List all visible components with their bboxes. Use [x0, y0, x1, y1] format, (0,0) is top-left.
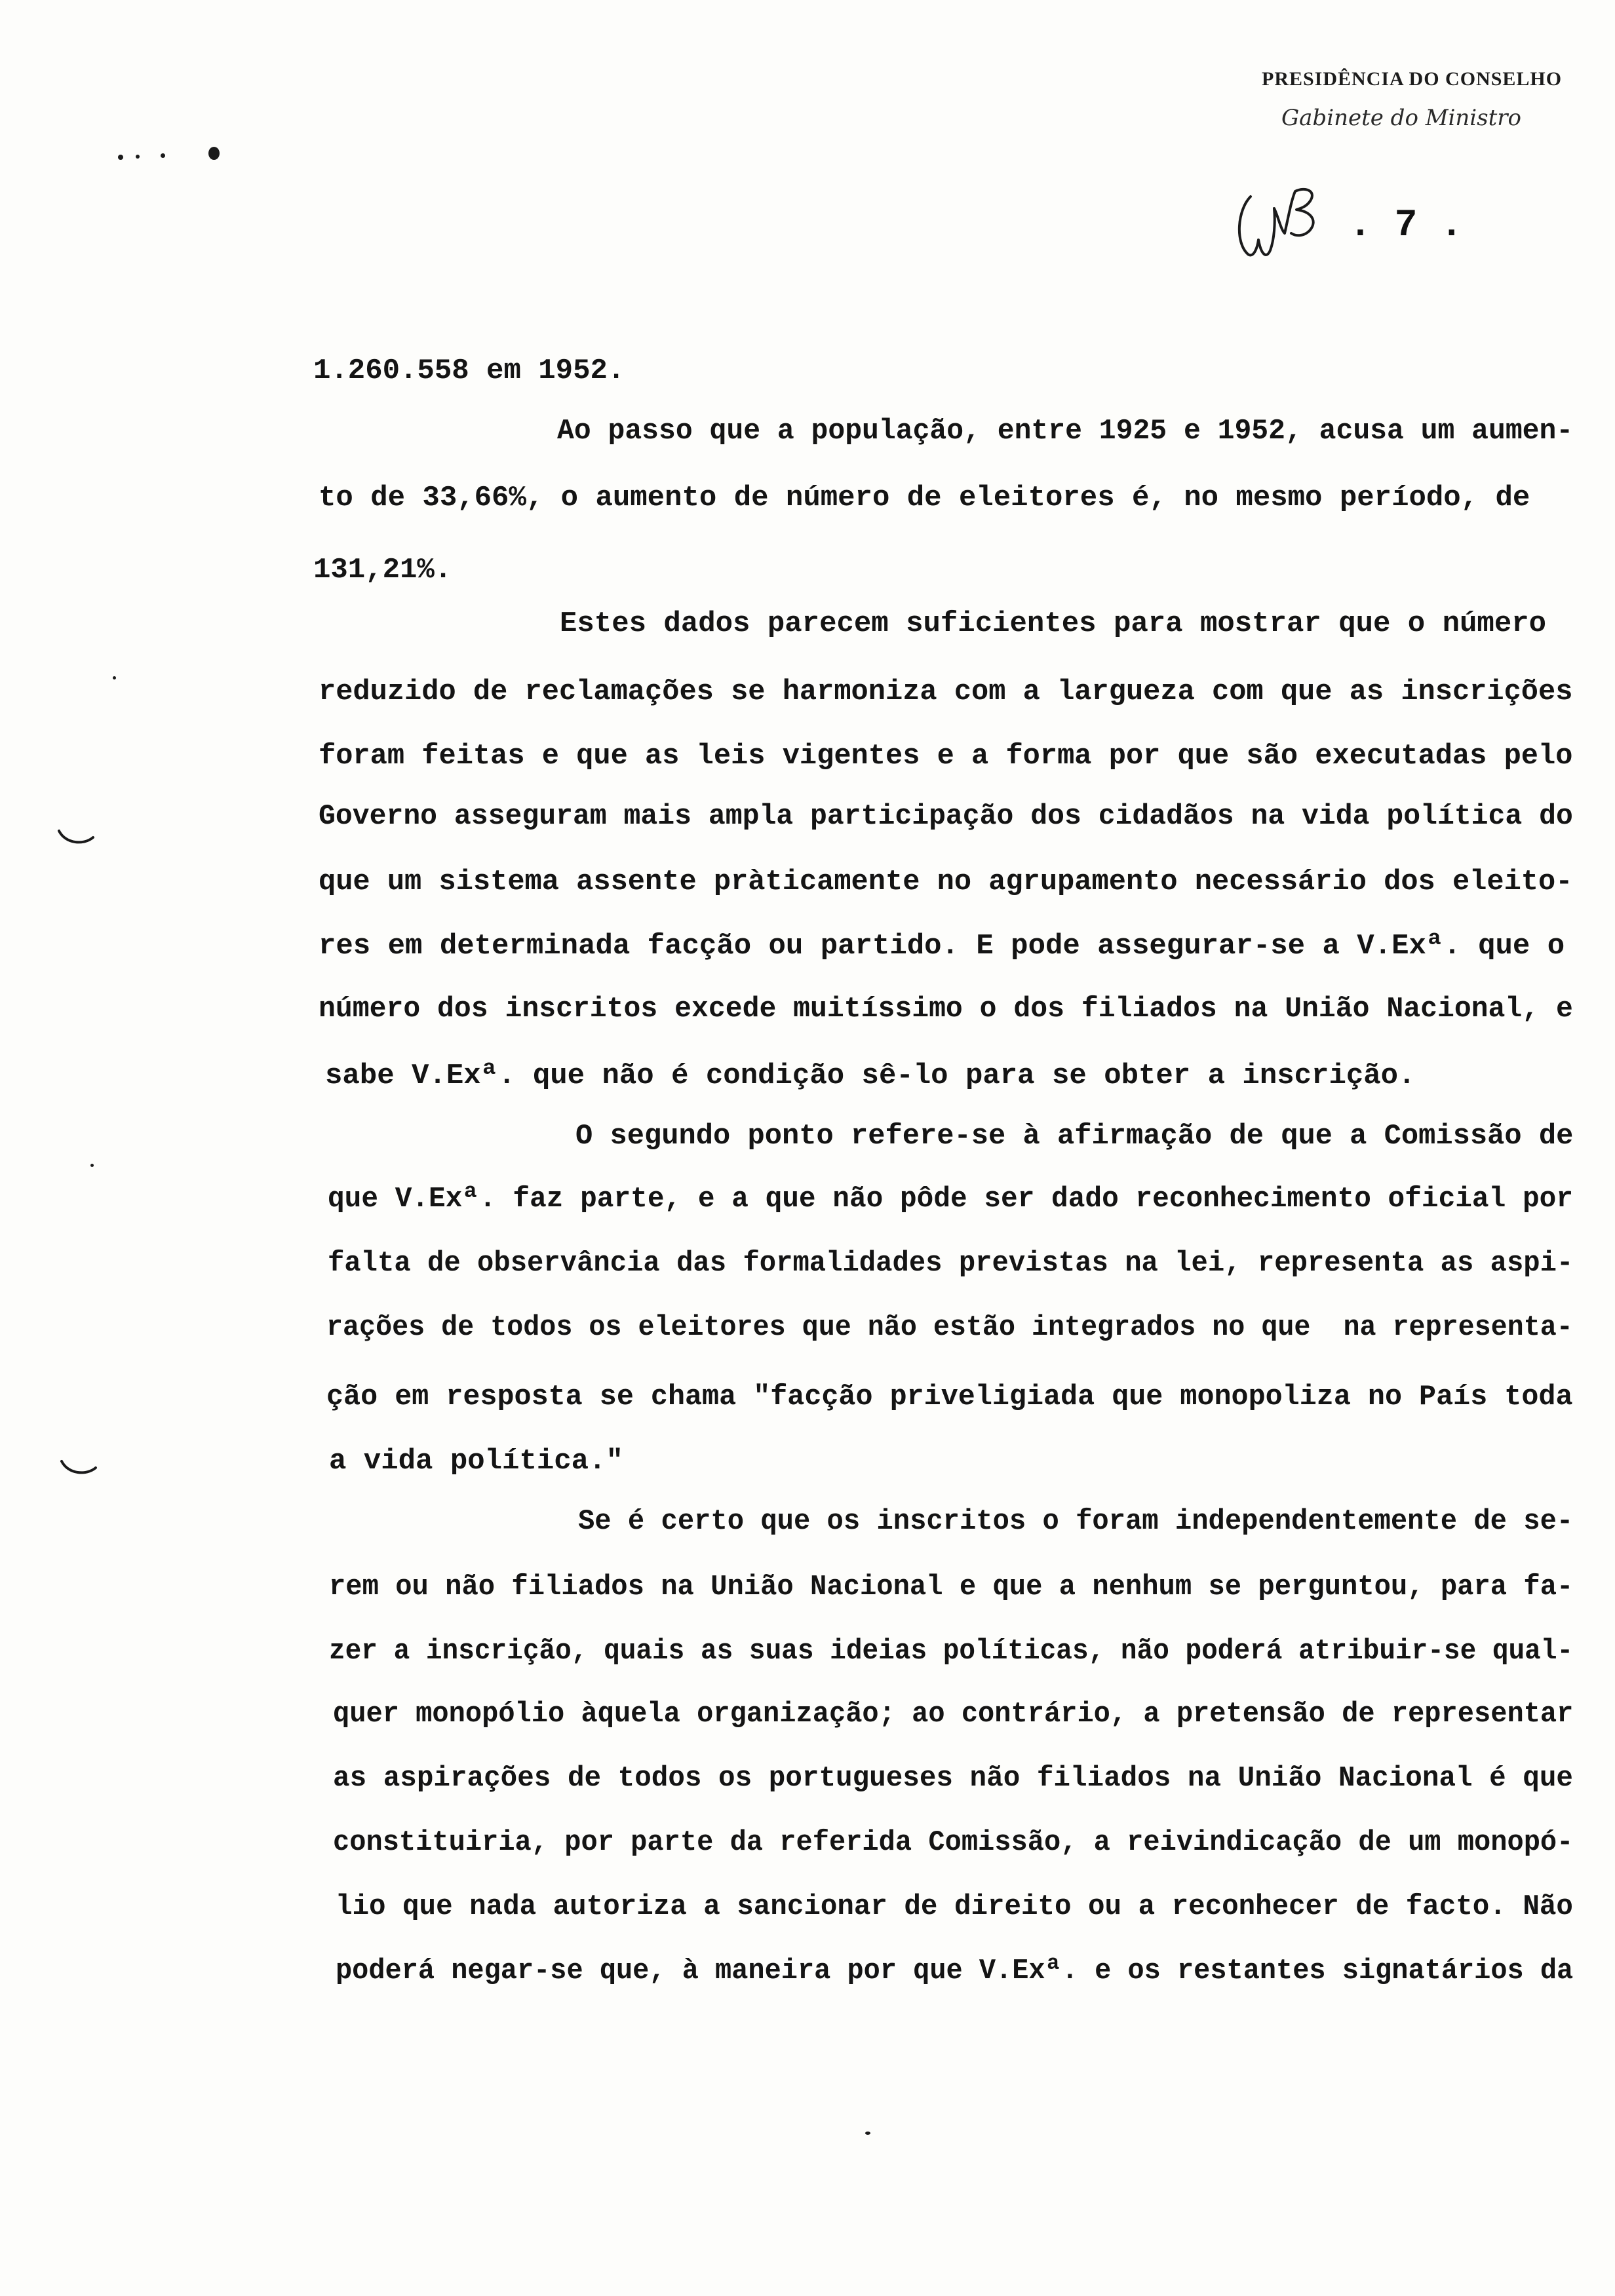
- text-line: rações de todos os eleitores que não estão integrados no que na representa-: [326, 1311, 1573, 1344]
- text-line: as aspirações de todos os portugueses não filiados na União Nacional é que: [333, 1762, 1573, 1795]
- text-line: poderá negar-se que, à maneira por que V.Exª. e os restantes signatários da: [336, 1955, 1574, 1987]
- letterhead-organization: PRESIDÊNCIA DO CONSELHO: [1262, 68, 1563, 90]
- letterhead-office: Gabinete do Ministro: [1281, 105, 1522, 131]
- text-line: Se é certo que os inscritos o foram independentemente de se-: [578, 1505, 1574, 1538]
- text-line: número dos inscritos excede muitíssimo o dos filiados na União Nacional, e: [319, 993, 1573, 1025]
- text-line: Governo asseguram mais ampla participação dos cidadãos na vida política do: [319, 800, 1573, 833]
- text-line: reduzido de reclamações se harmoniza com a largueza com que as inscrições: [319, 676, 1573, 708]
- text-line: quer monopólio àquela organização; ao contrário, a pretensão de representar: [333, 1698, 1574, 1731]
- text-line: lio que nada autoriza a sancionar de direito ou a reconhecer de facto. Não: [336, 1890, 1573, 1923]
- text-line: sabe V.Exª. que não é condição sê-lo para se obter a inscrição.: [325, 1060, 1416, 1092]
- text-line: zer a inscrição, quais as suas ideias políticas, não poderá atribuir-se qual-: [329, 1635, 1574, 1668]
- text-line: que V.Exª. faz parte, e a que não pôde ser dado reconhecimento oficial por: [328, 1183, 1573, 1215]
- text-line: rem ou não filiados na União Nacional e que a nenhum se perguntou, para fa-: [329, 1571, 1574, 1603]
- text-line: 1.260.558 em 1952.: [313, 354, 625, 387]
- text-line: 131,21%.: [313, 554, 452, 586]
- text-line: que um sistema assente pràticamente no agrupamento necessário dos eleito-: [319, 866, 1573, 898]
- text-line: foram feitas e que as leis vigentes e a forma por que são executadas pelo: [319, 740, 1573, 773]
- text-line: falta de observância das formalidades previstas na lei, representa as aspi-: [328, 1247, 1574, 1280]
- text-line: a vida política.": [329, 1445, 623, 1478]
- page-number: . 7 .: [1349, 204, 1464, 247]
- text-line: O segundo ponto refere-se à afirmação de que a Comissão de: [575, 1120, 1574, 1153]
- text-line: res em determinada facção ou partido. E pode assegurar-se a V.Exª. que o: [319, 930, 1565, 963]
- text-line: Estes dados parecem suficientes para mostrar que o número: [560, 607, 1547, 640]
- text-line: constituiria, por parte da referida Comissão, a reivindicação de um monopó-: [333, 1826, 1574, 1859]
- text-line: Ao passo que a população, entre 1925 e 1952, acusa um aumen-: [557, 415, 1574, 448]
- text-line: ção em resposta se chama "facção priveligiada que monopoliza no País toda: [326, 1381, 1573, 1413]
- text-line: to de 33,66%, o aumento de número de eleitores é, no mesmo período, de: [319, 482, 1530, 514]
